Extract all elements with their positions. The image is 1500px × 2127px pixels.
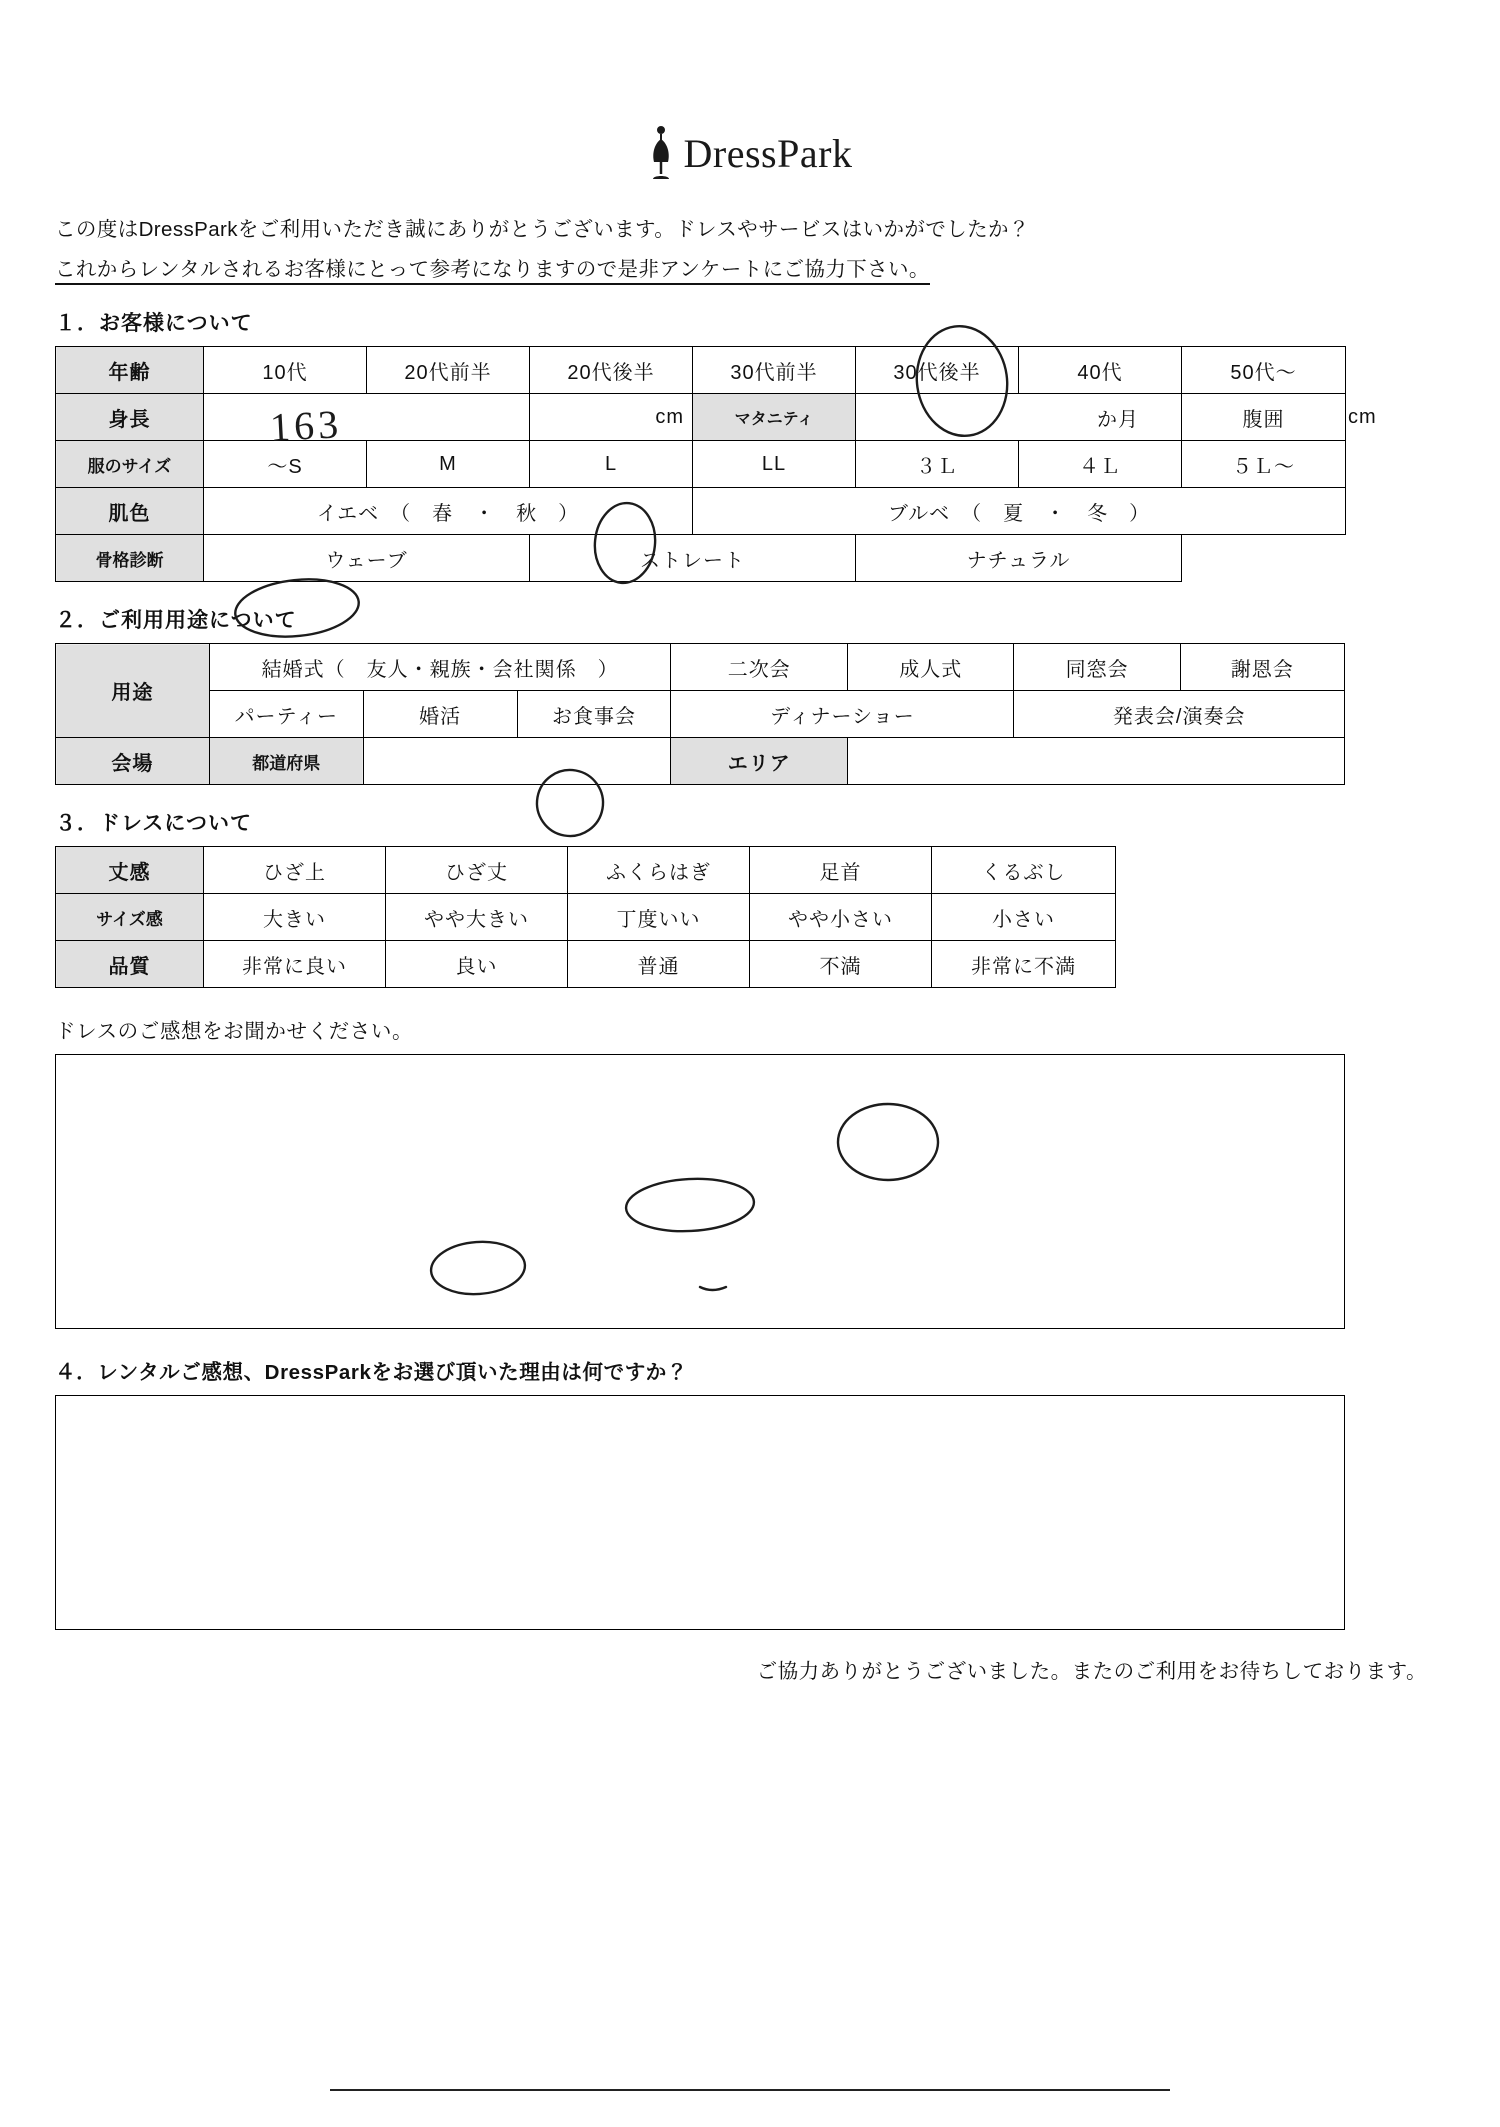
intro-text (55, 212, 1445, 285)
purpose-option-konkatsu[interactable]: 婚活 (363, 691, 517, 738)
table-row-height: 身長 cm マタニティ か月 腹囲 cm (56, 394, 1346, 441)
table-row-purpose-2 (56, 691, 1345, 738)
size-feel-option-small[interactable]: 小さい (932, 894, 1116, 941)
size-option-l[interactable]: L (530, 441, 693, 488)
length-option-anklebone[interactable]: くるぶし (932, 847, 1116, 894)
quality-option-very-good[interactable]: 非常に良い (204, 941, 386, 988)
size-feel-option-slightly-large[interactable]: やや大きい (386, 894, 568, 941)
venue-area-label: エリア (671, 738, 848, 785)
age-option-50s[interactable]: 50代～ (1182, 347, 1346, 394)
size-option-s[interactable]: ～S (204, 441, 367, 488)
footer-divider (330, 2089, 1170, 2091)
size-option-4l[interactable]: ４Ｌ (1019, 441, 1182, 488)
table-row-quality (56, 941, 1116, 988)
age-option-late20s[interactable]: 20代後半 (530, 347, 693, 394)
length-option-above-knee[interactable]: ひざ上 (204, 847, 386, 894)
length-option-ankle[interactable]: 足首 (750, 847, 932, 894)
purpose-option-recital[interactable]: 発表会/演奏会 (1014, 691, 1345, 738)
table-row-purpose-1 (56, 644, 1345, 691)
age-option-10s[interactable]: 10代 (204, 347, 367, 394)
venue-area-input[interactable] (848, 738, 1345, 785)
age-option-40s[interactable]: 40代 (1019, 347, 1182, 394)
section3-title: ３．ドレスについて (55, 812, 252, 835)
quality-option-dissatisfied[interactable]: 不満 (750, 941, 932, 988)
reason-input[interactable] (55, 1395, 1345, 1630)
height-input[interactable] (204, 394, 530, 441)
table-row-age (56, 347, 1346, 394)
row-header-quality: 品質 (56, 941, 204, 988)
row-header-venue: 会場 (56, 738, 210, 785)
skin-tone-option-blue-base[interactable]: ブルベ （ 夏 ・ 冬 ） (693, 488, 1346, 535)
closing-text: ご協力ありがとうございました。またのご利用をお待ちしております。 (756, 1660, 1427, 1683)
customer-info-table (55, 346, 1377, 582)
row-header-skin-tone: 肌色 (56, 488, 204, 535)
table-row-body-type (56, 535, 1346, 582)
dress-feedback-table (55, 846, 1116, 988)
purpose-table (55, 643, 1345, 785)
maternity-months-label[interactable]: か月 (856, 394, 1182, 441)
table-row-length (56, 847, 1116, 894)
row-header-clothing-size: 服のサイズ (56, 441, 204, 488)
table-row-clothing-size (56, 441, 1346, 488)
section2-title: ２．ご利用用途について (55, 609, 297, 632)
size-option-3l[interactable]: ３Ｌ (856, 441, 1019, 488)
section1-title: １．お客様について (55, 312, 253, 335)
row-header-body-type: 骨格診断 (56, 535, 204, 582)
length-option-knee[interactable]: ひざ丈 (386, 847, 568, 894)
size-option-m[interactable]: M (367, 441, 530, 488)
age-option-early20s[interactable]: 20代前半 (367, 347, 530, 394)
row-header-length: 丈感 (56, 847, 204, 894)
purpose-option-party[interactable]: パーティー (209, 691, 363, 738)
quality-option-good[interactable]: 良い (386, 941, 568, 988)
table-row-skin-tone (56, 488, 1346, 535)
purpose-option-reunion[interactable]: 同窓会 (1014, 644, 1180, 691)
purpose-option-afterparty[interactable]: 二次会 (671, 644, 848, 691)
purpose-option-dinner-show[interactable]: ディナーショー (671, 691, 1014, 738)
brand-header (55, 0, 1445, 188)
brand-name: DressPark (683, 130, 853, 176)
purpose-option-coming-of-age[interactable]: 成人式 (848, 644, 1014, 691)
purpose-option-thanksgiving[interactable]: 謝恩会 (1180, 644, 1344, 691)
reason-label: ４．レンタルご感想、DressParkをお選び頂いた理由は何ですか？ (55, 1361, 689, 1384)
body-type-option-straight[interactable]: ストレート (530, 535, 856, 582)
quality-option-very-dissatisfied[interactable]: 非常に不満 (932, 941, 1116, 988)
purpose-option-wedding[interactable]: 結婚式（ 友人・親族・会社関係 ） (209, 644, 671, 691)
height-unit: cm (530, 394, 693, 441)
length-option-calf[interactable]: ふくらはぎ (568, 847, 750, 894)
body-type-option-natural[interactable]: ナチュラル (856, 535, 1182, 582)
row-header-age: 年齢 (56, 347, 204, 394)
dress-impression-label: ドレスのご感想をお聞かせください。 (55, 1020, 414, 1043)
row-header-height: 身長 (56, 394, 204, 441)
size-feel-option-just-right[interactable]: 丁度いい (568, 894, 750, 941)
skin-tone-option-yellow-base[interactable]: イエベ （ 春 ・ 秋 ） (204, 488, 693, 535)
venue-prefecture-label: 都道府県 (209, 738, 363, 785)
quality-option-normal[interactable]: 普通 (568, 941, 750, 988)
row-header-purpose: 用途 (56, 644, 210, 738)
size-option-ll[interactable]: LL (693, 441, 856, 488)
row-header-size-feel: サイズ感 (56, 894, 204, 941)
intro-line-2: これからレンタルされるお客様にとって参考になりますので是非アンケートにご協力下さい。 (55, 252, 930, 285)
age-option-late30s[interactable]: 30代後半 (856, 347, 1019, 394)
table-row-size-feel (56, 894, 1116, 941)
handwritten-height-value: 163 (268, 401, 344, 450)
table-row-venue (56, 738, 1345, 785)
waist-label: 腹囲 (1182, 394, 1346, 441)
size-option-5l[interactable]: ５Ｌ～ (1182, 441, 1346, 488)
age-option-early30s[interactable]: 30代前半 (693, 347, 856, 394)
maternity-label: マタニティ (693, 394, 856, 441)
intro-line-1: この度はDressParkをご利用いただき誠にありがとうございます。ドレスやサービスはいかがでしたか？ (55, 218, 1030, 241)
dress-mannequin-icon (648, 124, 674, 182)
dress-impression-input[interactable] (55, 1054, 1345, 1329)
purpose-option-dining[interactable]: お食事会 (517, 691, 671, 738)
venue-prefecture-input[interactable] (363, 738, 671, 785)
size-feel-option-large[interactable]: 大きい (204, 894, 386, 941)
body-type-option-wave[interactable]: ウェーブ (204, 535, 530, 582)
size-feel-option-slightly-small[interactable]: やや小さい (750, 894, 932, 941)
